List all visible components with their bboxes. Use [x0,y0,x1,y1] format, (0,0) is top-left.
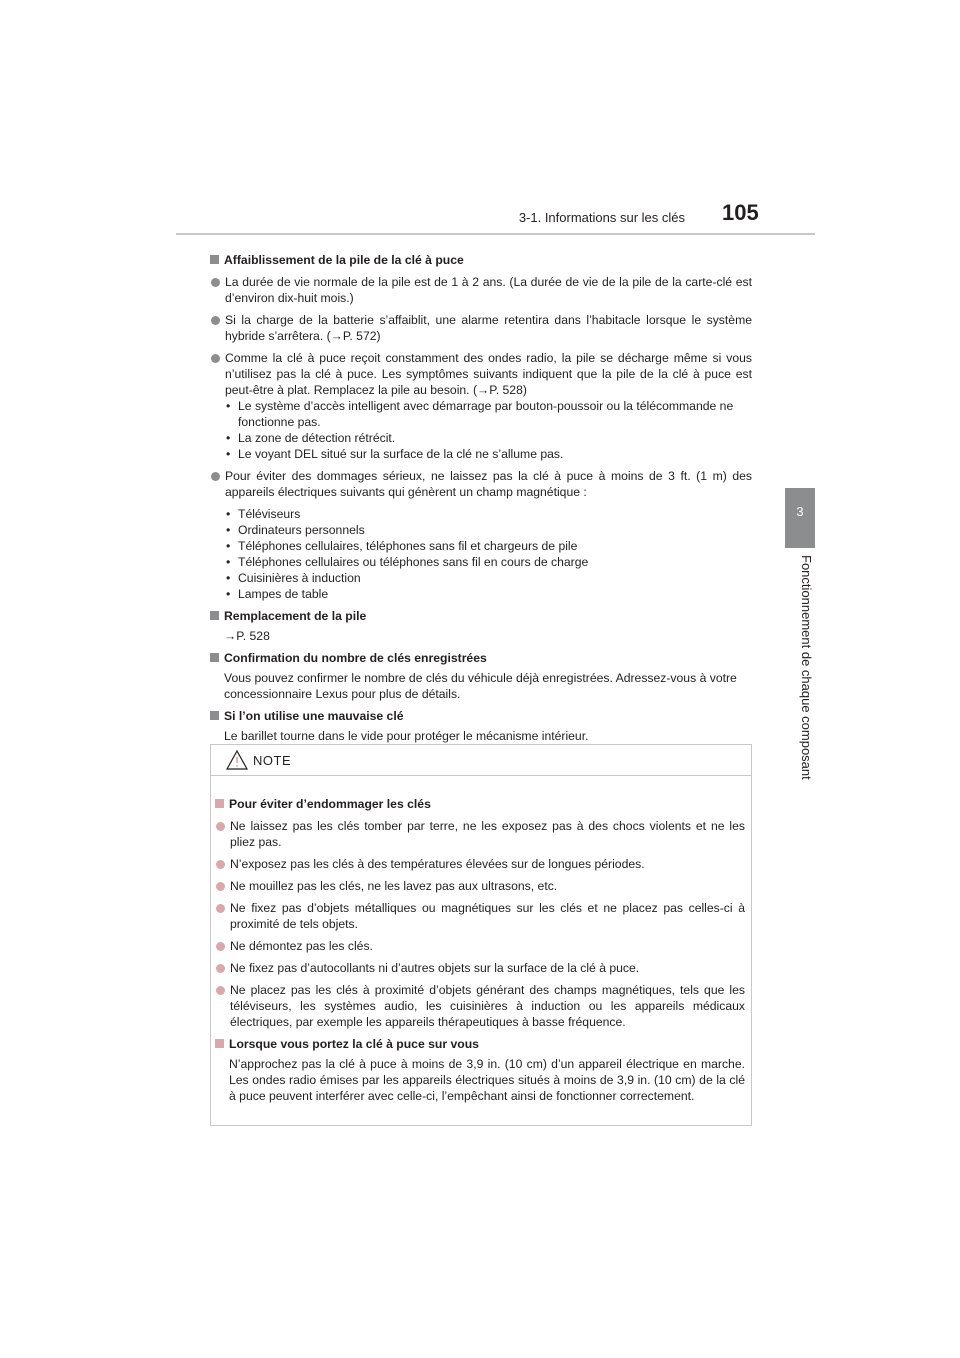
note-item: N’exposez pas les clés à des températures élevées sur de longues périodes. [215,856,745,872]
paragraph: N’approchez pas la clé à puce à moins de 3,9 in. (10 cm) d’un appareil électrique en marche. Les ondes radio émises par les appareils électriques situés à moins de 3,9 in. (10 cm) de la clé à puce peuvent interférer avec celle-ci, l’empêchant ainsi de fonctionner correctement. [229,1057,745,1103]
square-bullet-icon [210,653,219,662]
sub-item: • Lampes de table [226,587,329,601]
sub-item: • Le système d’accès intelligent avec démarrage par bouton-poussoir ou la télécommande ne fonctionne pas. [226,399,734,429]
note-content [215,790,745,1104]
round-bullet-icon [216,942,225,951]
square-bullet-icon [210,611,219,620]
page-reference: →P. 528 [224,629,270,643]
square-bullet-icon [210,255,219,264]
note-heading-avoid-damage: Pour éviter d’endommager les clés [215,796,745,812]
round-bullet-icon [211,278,220,287]
page-number: 105 [722,200,759,225]
sub-item: • Cuisinières à induction [226,571,361,585]
heading-key-count: Confirmation du nombre de clés enregistrées [210,650,752,666]
note-item: Ne fixez pas d’objets métalliques ou magnétiques sur les clés et ne placez pas celles-ci à proximité de tels objets. [215,900,745,932]
sub-item: • Téléphones cellulaires ou téléphones sans fil en cours de charge [226,555,589,569]
round-bullet-icon [216,822,225,831]
section-title: 3-1. Informations sur les clés [518,210,685,225]
heading-replace-battery: Remplacement de la pile [210,608,752,624]
square-bullet-icon [210,711,219,720]
round-bullet-icon [211,354,220,363]
list-item: Comme la clé à puce reçoit constamment des ondes radio, la pile se décharge même si vous n’utilisez pas la clé à puce. Les symptômes suivants indiquent que la pile de la clé à puce est peut-être à plat. Remplacez la pile au besoin. (→P. 528) [210,350,752,398]
warning-icon [226,750,248,770]
sub-item: • Téléphones cellulaires, téléphones sans fil et chargeurs de pile [226,539,578,553]
side-rule [785,546,815,548]
heading-wrong-key: Si l’on utilise une mauvaise clé [210,708,752,724]
round-bullet-icon [216,964,225,973]
note-item: Ne mouillez pas les clés, ne les lavez pas aux ultrasons, etc. [215,878,745,894]
list-item: La durée de vie normale de la pile est de 1 à 2 ans. (La durée de vie de la pile de la carte-clé est d’environ dix-huit mois.) [210,274,752,306]
round-bullet-icon [211,316,220,325]
round-bullet-icon [216,882,225,891]
main-content [210,246,752,744]
round-bullet-icon [211,472,220,481]
list-item: Pour éviter des dommages sérieux, ne laissez pas la clé à puce à moins de 3 ft. (1 m) des appareils électriques suivants qui génèrent un champ magnétique : [210,468,752,500]
heading-battery-weak: Affaiblissement de la pile de la clé à puce [210,252,752,268]
paragraph: Le barillet tourne dans le vide pour protéger le mécanisme intérieur. [224,729,589,743]
round-bullet-icon [216,860,225,869]
chapter-tab: 3 [785,488,815,546]
sub-item: • Téléviseurs [226,507,301,521]
paragraph: Vous pouvez confirmer le nombre de clés du véhicule déjà enregistrées. Adressez-vous à votre concessionnaire Lexus pour plus de détails. [224,671,737,701]
round-bullet-icon [216,986,225,995]
sub-item: • La zone de détection rétrécit. [226,431,396,445]
note-item: Ne placez pas les clés à proximité d’objets générant des champs magnétiques, tels que les téléviseurs, les systèmes audio, les cuisinières à induction ou les appareils médicaux électriques, par exemple les appareils thérapeutiques à basse fréquence. [215,982,745,1030]
round-bullet-icon [216,904,225,913]
note-item: Ne fixez pas d’autocollants ni d’autres objets sur la surface de la clé à puce. [215,960,745,976]
page-header [0,0,960,240]
square-bullet-icon [215,799,224,808]
note-label: NOTE [253,753,292,768]
square-bullet-icon [215,1039,224,1048]
chapter-title: Fonctionnement de chaque composant [799,555,814,780]
note-header [211,745,751,776]
note-item: Ne laissez pas les clés tomber par terre, ne les exposez pas à des chocs violents et ne les pliez pas. [215,818,745,850]
sub-item: • Ordinateurs personnels [226,523,365,537]
note-item: Ne démontez pas les clés. [215,938,745,954]
note-heading-carry-key: Lorsque vous portez la clé à puce sur vous [215,1036,745,1052]
header-rule [176,233,815,235]
list-item: Si la charge de la batterie s’affaiblit, une alarme retentira dans l’habitacle lorsque le système hybride s’arrêtera. (→P. 572) [210,312,752,344]
sub-item: • Le voyant DEL situé sur la surface de la clé ne s’allume pas. [226,447,564,461]
